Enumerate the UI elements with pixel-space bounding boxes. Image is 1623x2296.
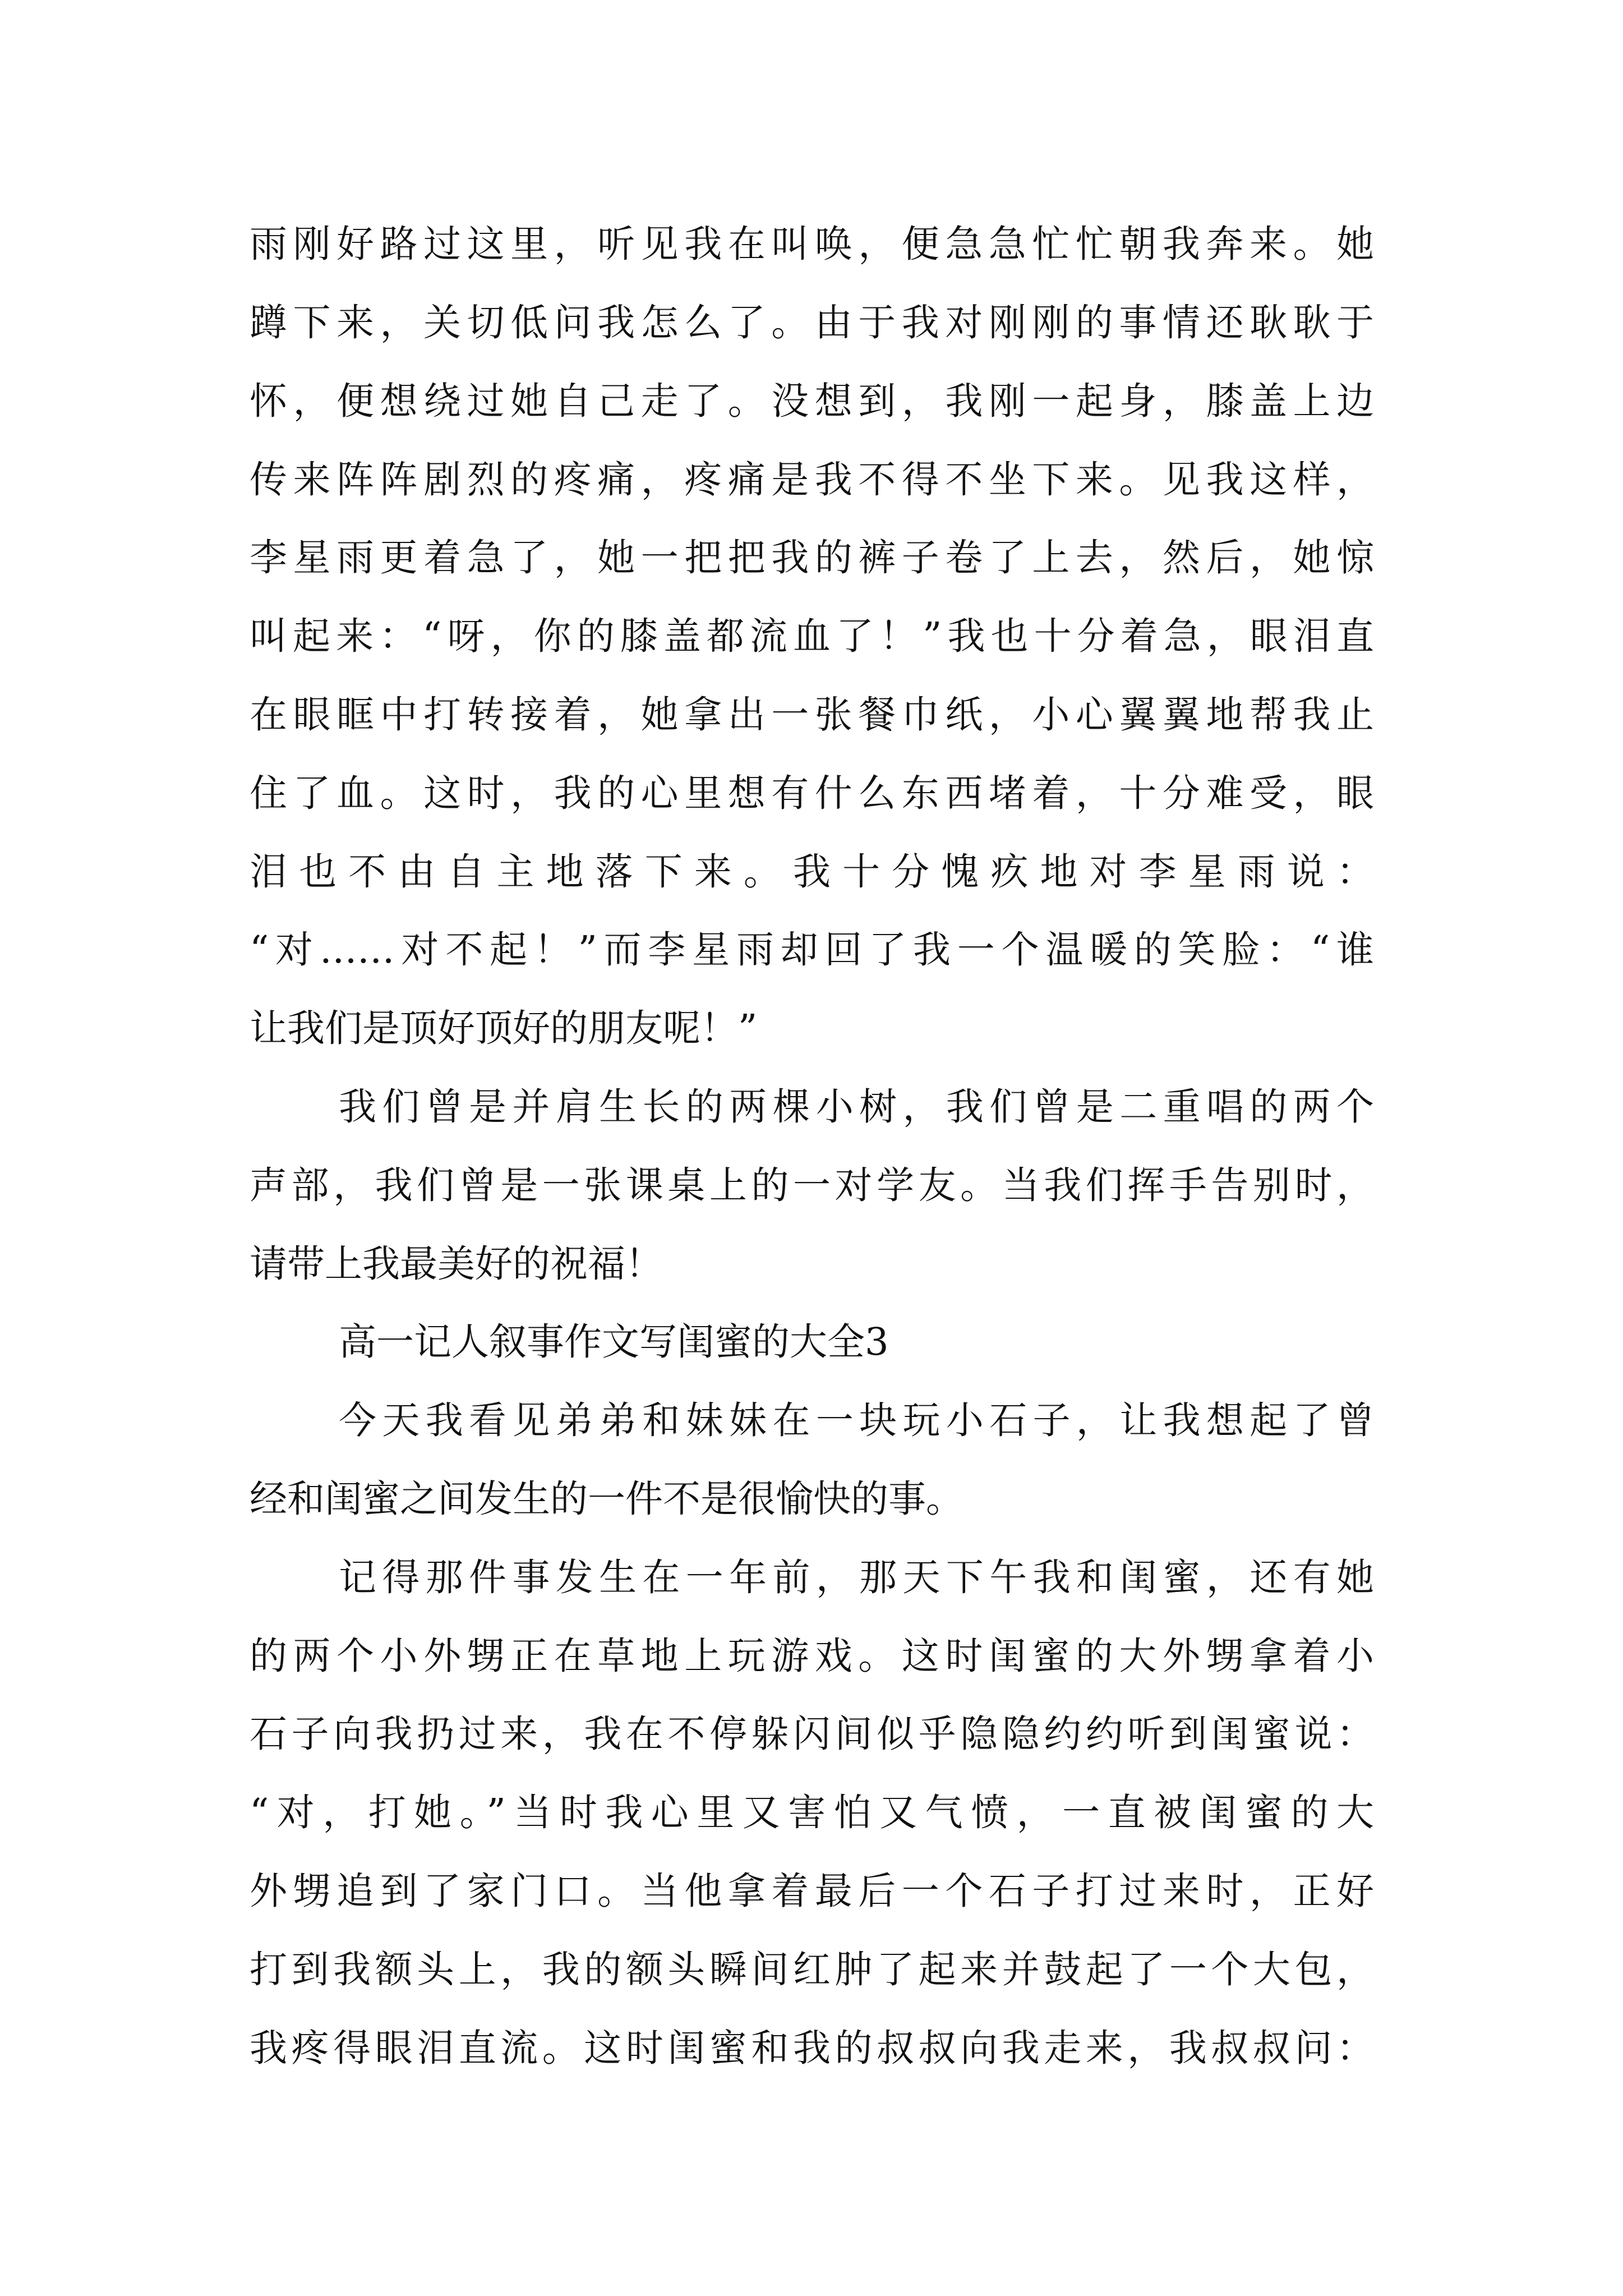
paragraph-line: 记得那件事发生在一年前，那天下午我和闺蜜，还有她 bbox=[339, 1556, 1374, 1599]
paragraph-line: 蹲下来，关切低问我怎么了。由于我对刚刚的事情还耿耿于 bbox=[250, 301, 1374, 344]
paragraph-line: 我疼得眼泪直流。这时闺蜜和我的叔叔向我走来，我叔叔问： bbox=[250, 2026, 1374, 2070]
paragraph-line: 传来阵阵剧烈的疼痛，疼痛是我不得不坐下来。见我这样， bbox=[250, 458, 1374, 501]
paragraph-line: “对，打她。”当时我心里又害怕又气愤，一直被闺蜜的大 bbox=[250, 1791, 1374, 1834]
paragraph-line: “对……对不起！”而李星雨却回了我一个温暖的笑脸：“谁 bbox=[250, 928, 1374, 972]
paragraph-line: 的两个小外甥正在草地上玩游戏。这时闺蜜的大外甥拿着小 bbox=[250, 1634, 1374, 1678]
paragraph-line: 泪也不由自主地落下来。我十分愧疚地对李星雨说： bbox=[250, 850, 1374, 894]
paragraph-line: 怀，便想绕过她自己走了。没想到，我刚一起身，膝盖上边 bbox=[250, 379, 1374, 423]
paragraph-line: 请带上我最美好的祝福！ bbox=[250, 1242, 663, 1286]
section-heading: 高一记人叙事作文写闺蜜的大全3 bbox=[339, 1320, 889, 1364]
paragraph-line: 声部，我们曾是一张课桌上的一对学友。当我们挥手告别时， bbox=[250, 1163, 1374, 1207]
paragraph-line: 李星雨更着急了，她一把把我的裤子卷了上去，然后，她惊 bbox=[250, 536, 1374, 579]
paragraph-line: 在眼眶中打转接着，她拿出一张餐巾纸，小心翼翼地帮我止 bbox=[250, 693, 1374, 737]
paragraph-line: 让我们是顶好顶好的朋友呢！” bbox=[250, 1006, 758, 1050]
paragraph-line: 今天我看见弟弟和妹妹在一块玩小石子，让我想起了曾 bbox=[339, 1398, 1374, 1442]
paragraph-line: 我们曾是并肩生长的两棵小树，我们曾是二重唱的两个 bbox=[339, 1085, 1374, 1129]
paragraph-line: 叫起来：“呀，你的膝盖都流血了！”我也十分着急，眼泪直 bbox=[250, 614, 1374, 658]
paragraph-line: 外甥追到了家门口。当他拿着最后一个石子打过来时，正好 bbox=[250, 1869, 1374, 1913]
paragraph-line: 经和闺蜜之间发生的一件不是很愉快的事。 bbox=[250, 1477, 963, 1521]
paragraph-line: 石子向我扔过来，我在不停躲闪间似乎隐隐约约听到闺蜜说： bbox=[250, 1712, 1374, 1756]
paragraph-line: 住了血。这时，我的心里想有什么东西堵着，十分难受，眼 bbox=[250, 771, 1374, 815]
paragraph-line: 打到我额头上，我的额头瞬间红肿了起来并鼓起了一个大包， bbox=[250, 1948, 1374, 1991]
paragraph-line: 雨刚好路过这里，听见我在叫唤，便急急忙忙朝我奔来。她 bbox=[250, 222, 1374, 266]
